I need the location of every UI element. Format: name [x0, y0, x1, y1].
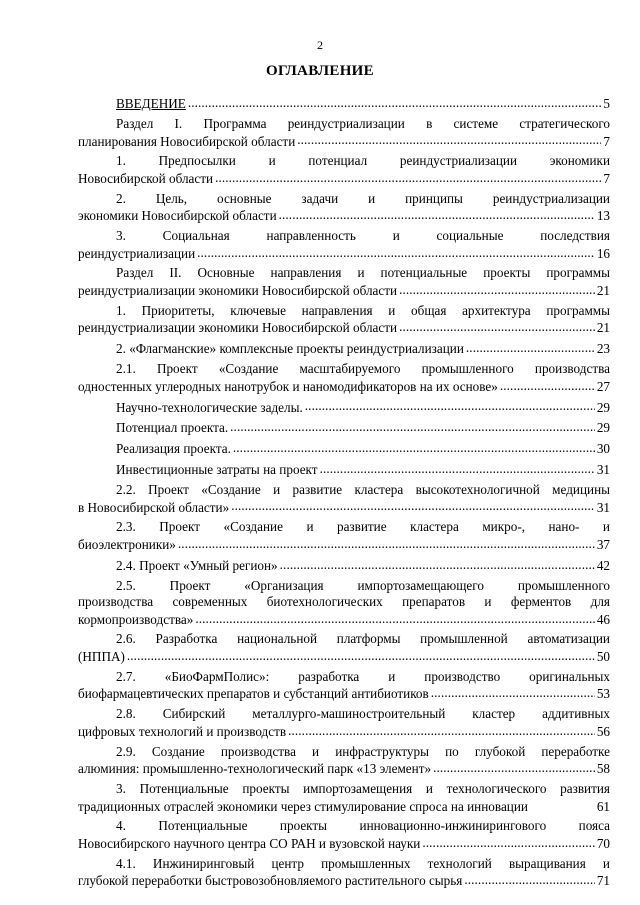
toc-page-number: 56 — [596, 723, 610, 739]
toc-entry-line: 2.1. Проект «Создание масштабируемого промышленного производства — [116, 361, 610, 376]
dot-leader — [127, 648, 595, 661]
toc-page-number: 29 — [596, 399, 610, 415]
dot-leader — [399, 319, 595, 332]
toc-entry[interactable] — [78, 440, 610, 458]
toc-entry-title: 2. «Флагманские» комплексные проекты реиндустриализации — [116, 341, 464, 357]
toc-entry-title: глубокой переработки быстровозобновляемого растительного сырья — [78, 873, 463, 889]
dot-leader — [320, 461, 595, 474]
toc-entry[interactable] — [78, 519, 610, 553]
toc-page-number: 46 — [596, 611, 610, 627]
dot-leader — [464, 872, 594, 885]
toc-page-number: 16 — [596, 245, 610, 261]
toc-page-number: 31 — [596, 462, 610, 478]
toc-entry[interactable] — [78, 818, 610, 852]
toc-entry-line: 3. Потенциальные проекты импортозамещения и технологического развития — [116, 780, 610, 796]
toc-page-number: 7 — [603, 133, 610, 149]
toc-entry-title: цифровых технологий и производств — [78, 723, 287, 739]
toc-entry-line: 4. Потенциальные проекты инновационно-инжинирингового пояса — [116, 818, 610, 834]
toc-entry-title: реиндустриализации экономики Новосибирской области — [78, 283, 398, 299]
dot-leader — [279, 207, 595, 220]
toc-page-number: 71 — [596, 873, 610, 889]
toc-heading: ОГЛАВЛЕНИЕ — [266, 63, 374, 79]
toc-entry-line: 2.2. Проект «Создание и развитие кластера высокотехнологичной медицины — [116, 481, 610, 497]
toc-page-number: 7 — [603, 170, 610, 186]
toc-page-number: 13 — [596, 208, 610, 224]
toc-entry-title: одностенных углеродных нанотрубок и наномодификаторов на их основе» — [78, 378, 498, 394]
toc-entry[interactable] — [78, 631, 610, 665]
toc-page-number: 42 — [596, 557, 610, 573]
toc-page-number: 29 — [596, 420, 610, 436]
dot-leader — [215, 170, 601, 183]
toc-entry-title: реиндустриализации экономики Новосибирской области — [78, 320, 398, 336]
toc-entry-title: биофармацевтических препаратов и субстанций антибиотиков — [78, 686, 429, 702]
toc-page-number: 50 — [596, 649, 610, 665]
toc-page-number: 23 — [596, 341, 610, 357]
toc-page-number: 5 — [603, 96, 610, 112]
toc-page-number: 70 — [596, 835, 610, 851]
toc-entry[interactable] — [78, 856, 610, 890]
toc-entry-line: 2.8. Сибирский металлурго-машиностроительный кластер аддитивных — [116, 706, 610, 722]
toc-page-number: 61 — [596, 798, 610, 814]
toc-entry-title: традиционных отраслей экономики через стимулирование спроса на инновации — [78, 798, 528, 814]
toc-entry[interactable] — [78, 153, 610, 187]
toc-page-number: 31 — [596, 499, 610, 515]
toc-entry[interactable] — [78, 744, 610, 778]
toc-page-number: 27 — [596, 378, 610, 394]
toc-entry-line: 4.1. Инжиниринговый центр промышленных технологий выращивания и — [116, 855, 610, 871]
dot-leader — [305, 398, 595, 411]
toc-entry-title: кормопроизводства» — [78, 611, 194, 627]
toc-entry-title: 2.4. Проект «Умный регион» — [116, 557, 278, 573]
page-number: 2 — [317, 38, 323, 52]
dot-leader — [433, 760, 595, 773]
toc-entry[interactable] — [78, 191, 610, 225]
dot-leader — [500, 378, 595, 391]
toc-entry-line: Раздел II. Основные направления и потенциальные проекты программы — [116, 265, 610, 281]
dot-leader — [230, 419, 595, 432]
toc-entry-line: Раздел I. Программа реиндустриализации в системе стратегического — [116, 115, 610, 131]
dot-leader — [399, 282, 595, 295]
toc-entry-line: производства современных биотехнологических препаратов и ферментов для — [78, 594, 610, 609]
toc-entry[interactable] — [78, 781, 610, 815]
toc-page-number: 21 — [596, 320, 610, 336]
toc-entry[interactable] — [78, 95, 610, 113]
toc-page-number: 37 — [596, 536, 610, 552]
toc-page-number: 53 — [596, 686, 610, 702]
toc-entry[interactable] — [78, 303, 610, 337]
toc-entry-line: 2.3. Проект «Создание и развитие кластера микро-, нано- и — [116, 519, 610, 535]
toc-entry-line: 2.6. Разработка национальной платформы промышленной автоматизации — [116, 631, 610, 647]
dot-leader — [297, 132, 601, 145]
toc-entry-line: 2.7. «БиоФармПолис»: разработка и производство оригинальных — [116, 668, 610, 684]
toc-page-number: 58 — [596, 761, 610, 777]
toc-entry-title: Новосибирского научного центра СО РАН и вузовской науки — [78, 835, 421, 851]
toc-entry[interactable] — [78, 228, 610, 262]
toc-entry-title: реиндустриализации — [78, 245, 196, 261]
toc-entry[interactable] — [78, 116, 610, 150]
toc-entry-title: Новосибирской области — [78, 170, 214, 186]
toc-entry[interactable] — [78, 361, 610, 395]
toc-entry[interactable] — [78, 482, 610, 516]
table-of-contents — [78, 95, 610, 893]
toc-entry-title: Потенциал проекта. — [116, 420, 229, 436]
toc-entry-line: 1. Предпосылки и потенциал реиндустриализации экономики — [116, 153, 610, 169]
toc-entry-line: 2.5. Проект «Организация импортозамещающего промышленного — [116, 577, 610, 593]
toc-page-number: 21 — [596, 283, 610, 299]
dot-leader — [288, 723, 595, 736]
toc-entry[interactable] — [78, 706, 610, 740]
toc-entry-title: ВВЕДЕНИЕ — [116, 96, 186, 112]
dot-leader — [280, 557, 595, 570]
toc-entry-title: экономики Новосибирской области — [78, 208, 277, 224]
toc-entry-line: 3. Социальная направленность и социальные последствия — [116, 228, 610, 243]
toc-entry-line: 1. Приоритеты, ключевые направления и общая архитектура программы — [116, 302, 610, 318]
toc-entry-title: планирования Новосибирской области — [78, 133, 296, 149]
toc-entry-title: биоэлектроники» — [78, 536, 176, 552]
dot-leader — [197, 245, 595, 258]
toc-entry-title: Реализация проекта. — [116, 441, 231, 457]
toc-entry-title: (НППА) — [78, 649, 125, 665]
toc-entry[interactable] — [78, 578, 610, 629]
toc-entry-line: 2.9. Создание производства и инфраструктуры по глубокой переработке — [116, 743, 610, 759]
dot-leader — [422, 835, 594, 848]
dot-leader — [431, 685, 595, 698]
toc-entry[interactable] — [78, 419, 610, 437]
dot-leader — [233, 440, 595, 453]
toc-entry-title: Инвестиционные затраты на проект — [116, 462, 318, 478]
toc-entry[interactable] — [78, 265, 610, 299]
toc-page-number: 30 — [596, 441, 610, 457]
dot-leader — [188, 95, 602, 108]
dot-leader — [195, 611, 594, 624]
toc-entry[interactable] — [78, 398, 610, 416]
dot-leader — [178, 536, 595, 549]
toc-entry[interactable] — [78, 461, 610, 479]
dot-leader — [231, 498, 595, 511]
toc-entry[interactable] — [78, 340, 610, 358]
toc-entry-line: 2. Цель, основные задачи и принципы реиндустриализации — [116, 190, 610, 206]
toc-entry[interactable] — [78, 669, 610, 703]
toc-entry-title: алюминия: промышленно-технологический парк «13 элемент» — [78, 761, 432, 777]
toc-entry[interactable] — [78, 557, 610, 575]
toc-entry-title: Научно-технологические заделы. — [116, 399, 303, 415]
toc-entry-title: в Новосибирской области» — [78, 499, 230, 515]
dot-leader — [466, 340, 595, 353]
